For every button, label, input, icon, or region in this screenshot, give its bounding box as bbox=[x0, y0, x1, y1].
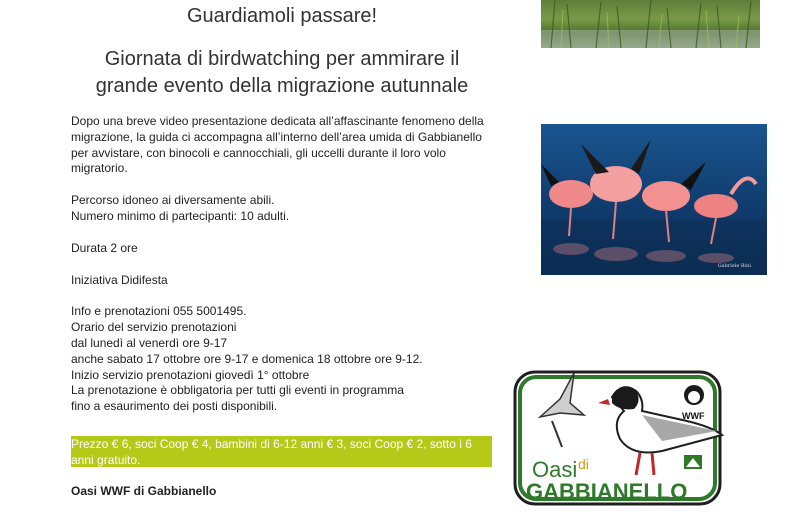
info-line: Orario del servizio prenotazioni bbox=[71, 320, 237, 335]
page-heading: Guardiamoli passare! bbox=[186, 5, 378, 27]
page-subheading: Giornata di birdwatching per ammirare il grande evento della migrazione autunnale bbox=[95, 48, 469, 97]
min-participants-line: Numero minimo di partecipanti: 10 adulti. bbox=[71, 208, 290, 223]
info-line: fino a esaurimento dei posti disponibili. bbox=[71, 399, 278, 414]
accessibility-info bbox=[71, 193, 491, 225]
logo-name-text: GABBIANELLO bbox=[526, 479, 688, 504]
info-line: Info e prenotazioni 055 5001495. bbox=[71, 304, 247, 319]
initiative-info: Iniziativa Didifesta bbox=[71, 272, 168, 287]
price-banner: Prezzo € 6, soci Coop € 4, bambini di 6-12 anni € 3, soci Coop € 2, sotto i 6 anni gratuito. bbox=[71, 436, 492, 467]
logo-oasi-text: Oasi bbox=[532, 457, 578, 482]
info-line: dal lunedì al venerdì ore 9-17 bbox=[71, 335, 228, 350]
info-line: La prenotazione è obbligatoria per tutti gli eventi in programma bbox=[71, 383, 404, 398]
logo-di-text: di bbox=[578, 456, 589, 472]
booking-info bbox=[71, 304, 491, 415]
photo-credit: Gabriele Bini bbox=[717, 263, 751, 269]
oasi-gabbianello-logo bbox=[512, 369, 725, 504]
wwf-label: WWF bbox=[682, 411, 705, 421]
flamingo-photo bbox=[541, 124, 767, 275]
grass-photo bbox=[541, 0, 760, 48]
intro-paragraph: Dopo una breve video presentazione dedicata all’affascinante fenomeno della migrazione, la guida ci accompagna all’interno dell’area umida di Gabbianello per avvistare, con binocoli e cannocchiali, gli uccelli durante il loro volo migratorio. bbox=[71, 114, 484, 176]
duration-info: Durata 2 ore bbox=[71, 240, 138, 255]
info-line: Inizio servizio prenotazioni giovedì 1° ottobre bbox=[71, 367, 310, 382]
footer-label: Oasi WWF di Gabbianello bbox=[71, 484, 217, 498]
accessibility-line: Percorso idoneo ai diversamente abili. bbox=[71, 193, 275, 208]
info-line: anche sabato 17 ottobre ore 9-17 e domenica 18 ottobre ore 9-12. bbox=[71, 351, 423, 366]
event-description bbox=[71, 114, 491, 415]
